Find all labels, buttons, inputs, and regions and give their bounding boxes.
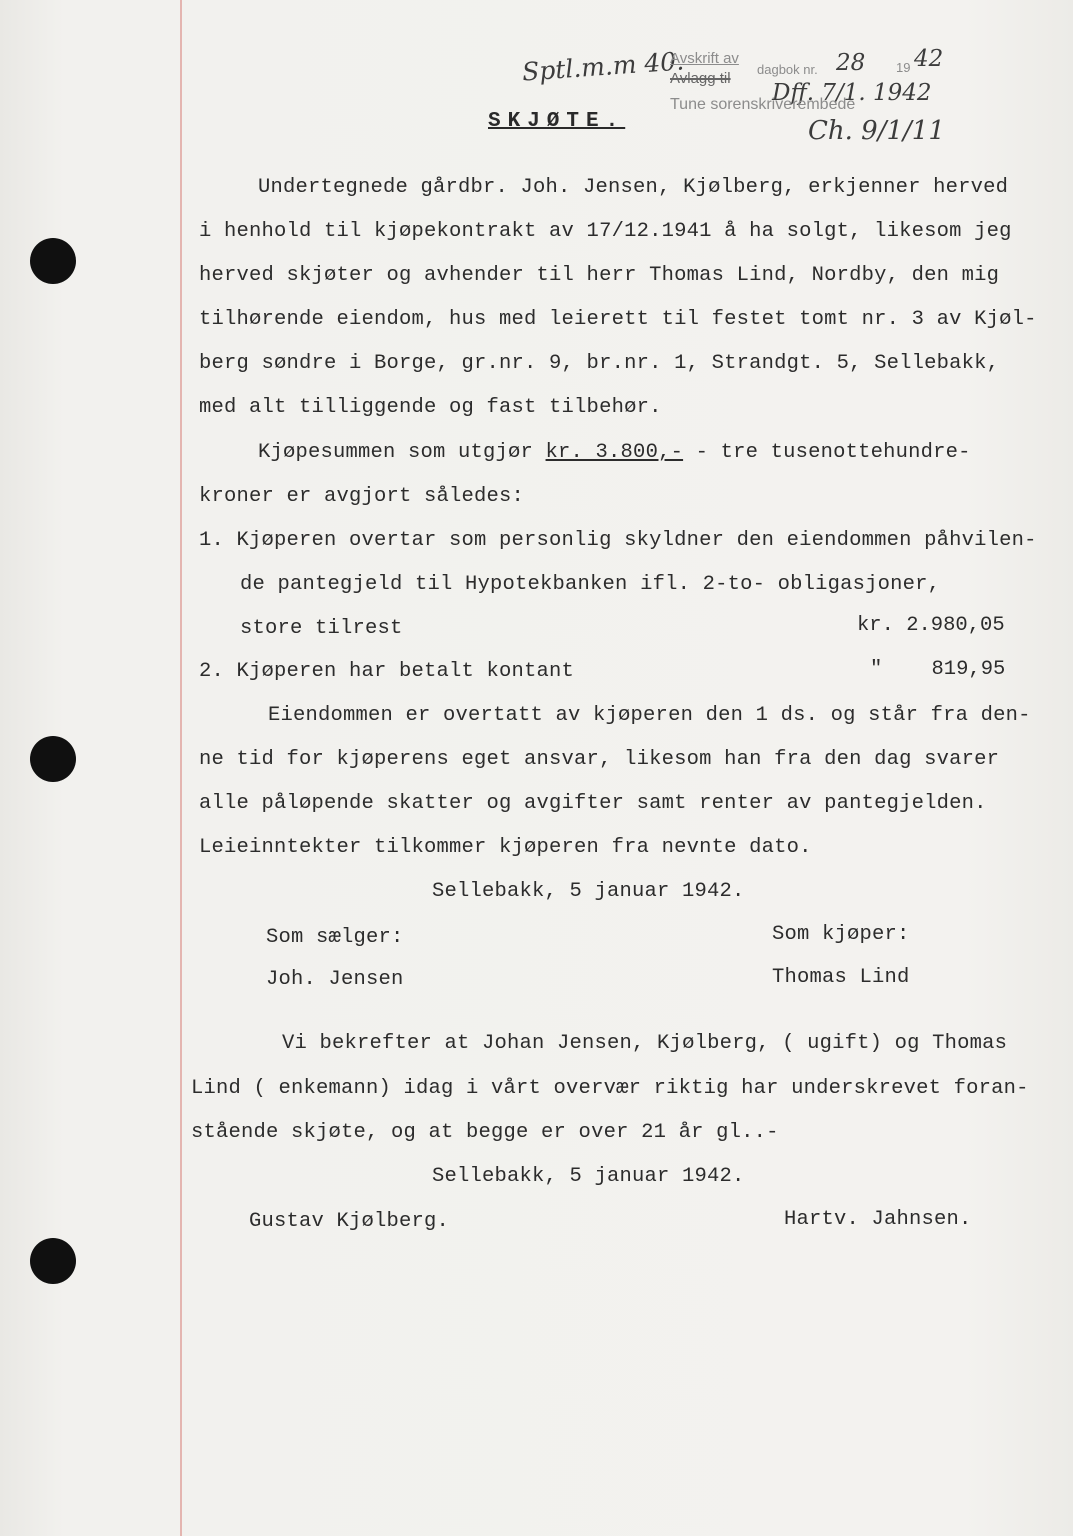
item-1-line: store tilrest [240, 617, 403, 640]
witness-1-name: Gustav Kjølberg. [249, 1210, 450, 1233]
item-1-line: 1. Kjøperen overtar som personlig skyldner den eiendommen påhvilen- [199, 529, 1037, 552]
paragraph-1-line: herved skjøter og avhender til herr Thomas Lind, Nordby, den mig [199, 264, 1000, 287]
seller-name: Joh. Jensen [266, 968, 404, 991]
item-2-line: 2. Kjøperen har betalt kontant [199, 660, 575, 683]
item-1-amount: kr. 2.980,05 [857, 614, 1005, 637]
item-2-amount: " 819,95 [870, 658, 1006, 681]
paragraph-1-line: tilhørende eiendom, hus med leierett til festet tomt nr. 3 av Kjøl- [199, 308, 1037, 331]
punch-hole-top [30, 238, 76, 284]
handwritten-year: 42 [914, 46, 944, 72]
stamp-year-prefix: 19 [896, 60, 911, 75]
paragraph-1-line: Undertegnede gårdbr. Joh. Jensen, Kjølberg, erkjenner herved [258, 176, 1009, 199]
stamp-avskrift: Avskrift av [670, 50, 739, 67]
witness-paragraph-line: Lind ( enkemann) idag i vårt overvær riktig har underskrevet foran- [191, 1077, 1029, 1100]
witness-paragraph-line: Vi bekrefter at Johan Jensen, Kjølberg, ( ugift) og Thomas [282, 1032, 1008, 1055]
seller-label: Som sælger: [266, 926, 404, 949]
witness-2-name: Hartv. Jahnsen. [784, 1208, 972, 1231]
witness-paragraph-line: stående skjøte, og at begge er over 21 år gl..- [191, 1121, 779, 1144]
paragraph-3-line: Eiendommen er overtatt av kjøperen den 1 ds. og står fra den- [268, 704, 1031, 727]
punch-hole-bottom [30, 1238, 76, 1284]
paragraph-3-line: ne tid for kjøperens eget ansvar, likesom han fra den dag svarer [199, 748, 1000, 771]
place-date-2: Sellebakk, 5 januar 1942. [432, 1165, 745, 1188]
paragraph-1-line: berg søndre i Borge, gr.nr. 9, br.nr. 1, Strandgt. 5, Sellebakk, [199, 352, 1000, 375]
price-line-end: - tre tusenottehundre- [683, 441, 971, 464]
place-date-1: Sellebakk, 5 januar 1942. [432, 880, 745, 903]
punch-hole-middle [30, 736, 76, 782]
document-title: SKJØTE. [488, 110, 626, 133]
paragraph-3-line: Leieinntekter tilkommer kjøperen fra nevnte dato. [199, 836, 812, 859]
price-line-2: kroner er avgjort således: [199, 485, 525, 508]
stamp-dagbok-label: dagbok nr. [757, 62, 818, 77]
paragraph-3-line: alle påløpende skatter og avgifter samt renter av pantegjelden. [199, 792, 987, 815]
price-amount: kr. 3.800,- [545, 441, 684, 464]
stamp-office: Tune sorenskriverembede [670, 96, 856, 113]
item-1-line: de pantegjeld til Hypotekbanken ifl. 2-to- obligasjoner, [240, 573, 941, 596]
price-line [258, 441, 971, 465]
handwritten-dagbok-number: 28 [836, 50, 866, 76]
paragraph-1-line: med alt tilliggende og fast tilbehør. [199, 396, 662, 419]
buyer-name: Thomas Lind [772, 966, 910, 989]
margin-rule [180, 0, 182, 1536]
stamp-struck-line: Avlagg til [670, 70, 731, 87]
buyer-label: Som kjøper: [772, 923, 910, 946]
handwritten-annotation-left: Sptl.m.m 40. [521, 46, 686, 87]
price-line-start: Kjøpesummen som utgjør [258, 441, 546, 464]
paragraph-1-line: i henhold til kjøpekontrakt av 17/12.1941 å ha solgt, likesom jeg [199, 220, 1012, 243]
handwritten-reference: Ch. 9/1/11 [808, 116, 945, 146]
handwritten-date: Dff. 7/1. 1942 [772, 80, 932, 106]
